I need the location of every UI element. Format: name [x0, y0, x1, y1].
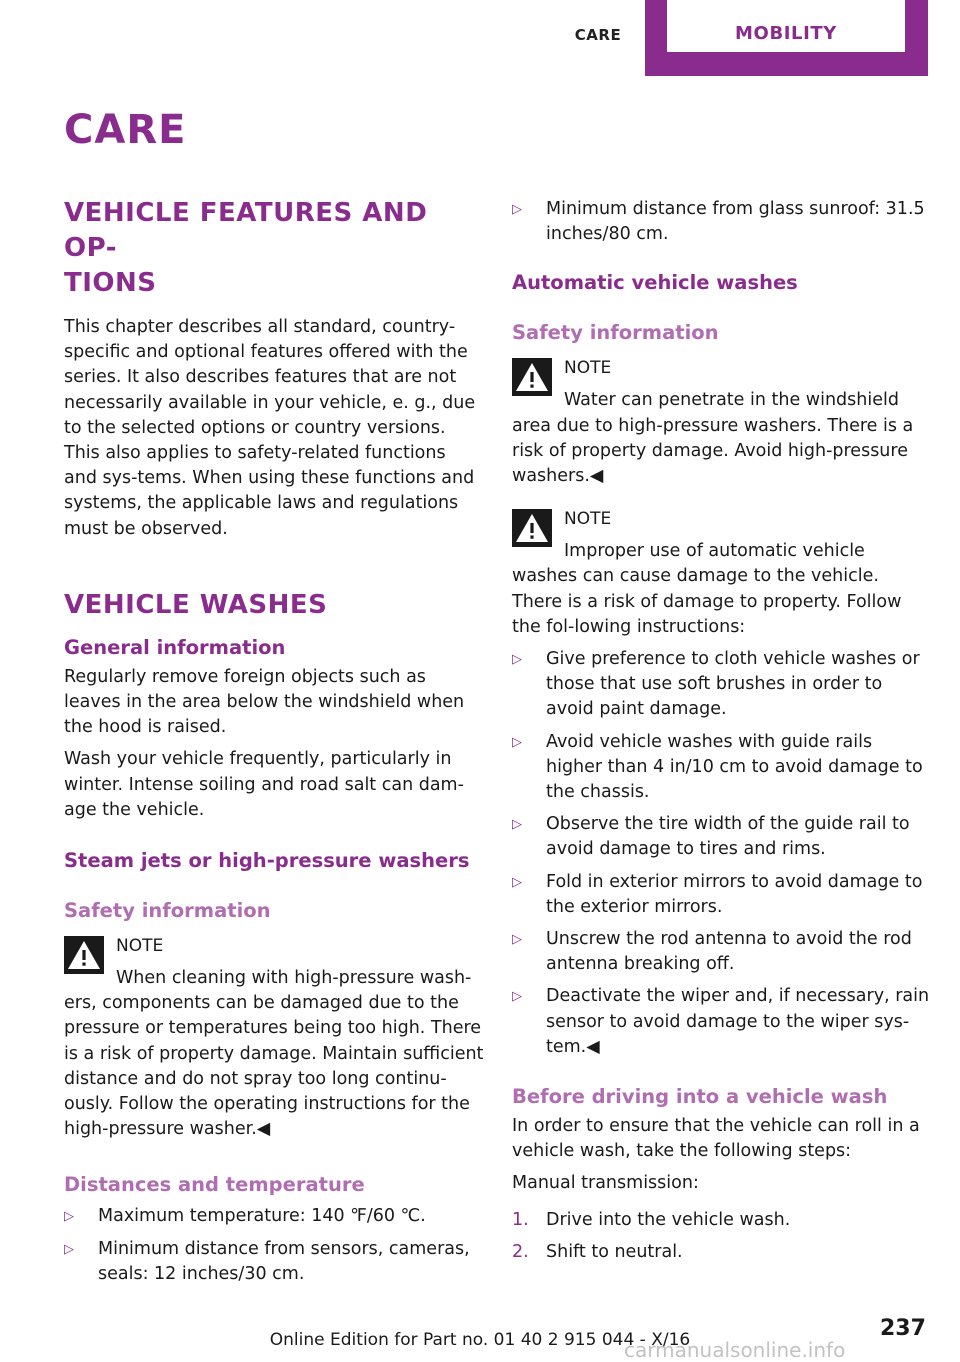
paragraph-manual-transmission: Manual transmission: — [512, 1173, 699, 1194]
note-block — [512, 507, 930, 640]
step-number: 1. — [512, 1209, 529, 1230]
heading-general-information: General information — [64, 635, 286, 659]
note-first-line: Water can penetrate in the windshield — [564, 390, 899, 411]
steps-list — [512, 1208, 930, 1265]
paragraph-features: This chapter describes all standard, country-specific and optional features offered with the series. It also describes features that are not necessarily available in your vehicle, e. g., due to the selected options or country versions. This also applies to safety-related functions and sys-tems. When using these functions and systems, the applicable laws and regulations must be observed. — [64, 317, 476, 539]
right-column — [512, 197, 930, 1272]
instructions-list — [512, 647, 930, 1060]
list-item: ▷ Give preference to cloth vehicle washes or those that use soft brushes in order to avoid paint damage. — [512, 647, 930, 723]
warning-icon — [512, 509, 552, 547]
note-first-line: Improper use of automatic vehicle — [564, 541, 865, 562]
paragraph-general-2: Wash your vehicle frequently, particularly in winter. Intense soiling and road salt can dam-age the vehicle. — [64, 749, 464, 820]
warning-icon — [512, 358, 552, 396]
heading-vehicle-washes: VEHICLE WASHES — [64, 589, 328, 620]
list-item: ▷ Unscrew the rod antenna to avoid the rod antenna breaking off. — [512, 927, 930, 977]
header-tab-label: MOBILITY — [667, 0, 905, 52]
step-text: Drive into the vehicle wash. — [546, 1209, 791, 1230]
note-label: NOTE — [116, 936, 164, 957]
heading-automatic-washes: Automatic vehicle washes — [512, 271, 798, 295]
page-title: CARE — [64, 107, 187, 153]
list-item: ▷ Fold in exterior mirrors to avoid damage to the exterior mirrors. — [512, 870, 930, 920]
list-item: ▷ Observe the tire width of the guide rail to avoid damage to tires and rims. — [512, 812, 930, 862]
page-number: 237 — [880, 1316, 926, 1341]
step-number: 2. — [512, 1241, 529, 1262]
heading-before-driving: Before driving into a vehicle wash — [512, 1085, 888, 1109]
list-item — [512, 1240, 930, 1265]
heading-distances-temperature: Distances and temperature — [64, 1173, 365, 1197]
note-body: washes can cause damage to the vehicle. There is a risk of damage to property. Follow the fol-lowing instructions: — [512, 566, 902, 637]
list-item: ▷ Maximum temperature: 140 ℉/60 ℃. — [64, 1204, 484, 1229]
watermark: carmanualsonline.info — [624, 1338, 846, 1362]
header-tab — [645, 0, 928, 76]
heading-safety-information: Safety information — [512, 321, 719, 345]
header-section-label: CARE — [574, 26, 622, 44]
paragraph-general-1: Regularly remove foreign objects such as leaves in the area below the windshield when the hood is raised. — [64, 666, 465, 738]
note-body: area due to high-pressure washers. There is a risk of property damage. Avoid high-pressure washers.◀ — [512, 415, 914, 487]
step-text: Shift to neutral. — [546, 1241, 683, 1262]
note-block — [512, 356, 930, 489]
note-label: NOTE — [564, 358, 612, 379]
list-item: ▷ Minimum distance from glass sunroof: 31.5 inches/80 cm. — [512, 197, 930, 247]
left-column — [64, 196, 484, 1294]
list-item: ▷ Minimum distance from sensors, cameras, seals: 12 inches/30 cm. — [64, 1237, 484, 1287]
list-item: ▷ Deactivate the wiper and, if necessary, rain sensor to avoid damage to the wiper sys-tem.◀ — [512, 984, 930, 1060]
note-first-line: When cleaning with high-pressure wash- — [116, 968, 472, 989]
footer-edition: Online Edition for Part no. 01 40 2 915 044 - X/16 — [269, 1330, 691, 1350]
note-body: ers, components can be damaged due to the pressure or temperatures being too high. There is a risk of property damage. Maintain sufficient distance and do not spray too long continu-ously. Follow the operating instructions for the high-pressure washer.◀ — [64, 993, 484, 1140]
heading-vehicle-features: VEHICLE FEATURES AND OP- TIONS — [64, 198, 428, 298]
list-item — [512, 1208, 930, 1233]
paragraph-before: In order to ensure that the vehicle can roll in a vehicle wash, take the following steps: — [512, 1116, 920, 1162]
heading-safety-information: Safety information — [64, 899, 271, 923]
warning-icon — [64, 936, 104, 974]
distances-list-continued — [512, 197, 930, 247]
list-item: ▷ Avoid vehicle washes with guide rails higher than 4 in/10 cm to avoid damage to the chassis. — [512, 730, 930, 806]
note-block — [64, 934, 484, 1142]
note-label: NOTE — [564, 509, 612, 530]
heading-steam-jets: Steam jets or high-pressure washers — [64, 849, 470, 873]
distances-list — [64, 1204, 484, 1287]
